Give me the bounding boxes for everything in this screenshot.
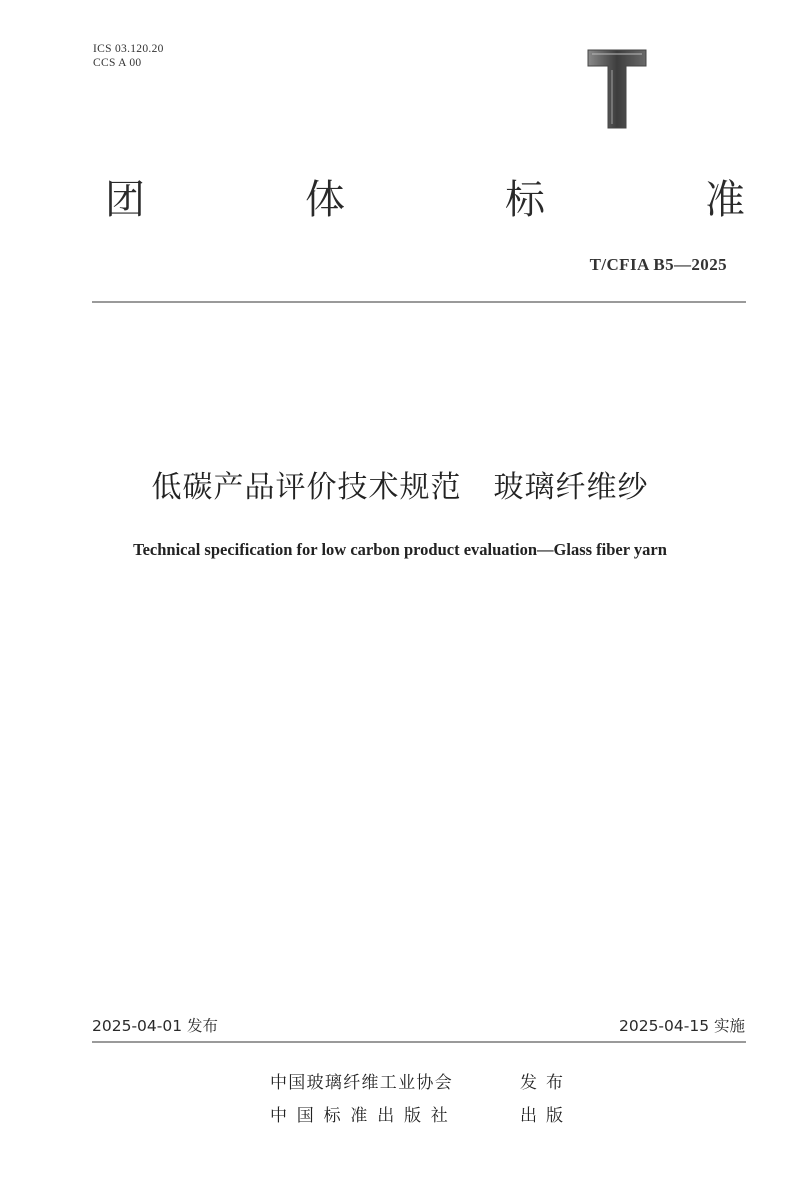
- title-cn-sub: 玻璃纤维纱: [493, 470, 649, 505]
- publisher-role: 出版: [520, 1106, 572, 1126]
- implementation-date: 2025-04-15 实施: [618, 1017, 745, 1035]
- doc-type-char: 体: [305, 177, 345, 223]
- title-cn-main: 低碳产品评价技术规范: [151, 470, 462, 505]
- publisher-org: 中国玻璃纤维工业协会: [270, 1073, 453, 1093]
- ics-code: ICS 03.120.20: [93, 43, 164, 55]
- bottom-divider: [92, 1041, 746, 1043]
- standard-number: T/CFIA B5—2025: [589, 255, 727, 274]
- doc-type-char: 准: [705, 177, 745, 223]
- release-date: 2025-04-01 发布: [92, 1017, 219, 1035]
- top-divider: [92, 301, 746, 303]
- title-chinese: [0, 462, 800, 506]
- standard-t-logo-icon: [586, 48, 648, 130]
- doc-type-char: 标: [505, 177, 545, 223]
- publisher-row: [270, 1101, 572, 1126]
- publisher-row: [270, 1068, 572, 1093]
- ccs-code: CCS A 00: [93, 57, 142, 69]
- document-type-heading: [105, 168, 745, 225]
- classification-codes: [93, 42, 164, 70]
- publisher-role: 发布: [520, 1073, 572, 1093]
- title-english: Technical specification for low carbon product evaluation—Glass fiber yarn: [133, 540, 667, 559]
- doc-type-char: 团: [105, 177, 145, 223]
- publisher-org: 中国标准出版社: [270, 1106, 458, 1126]
